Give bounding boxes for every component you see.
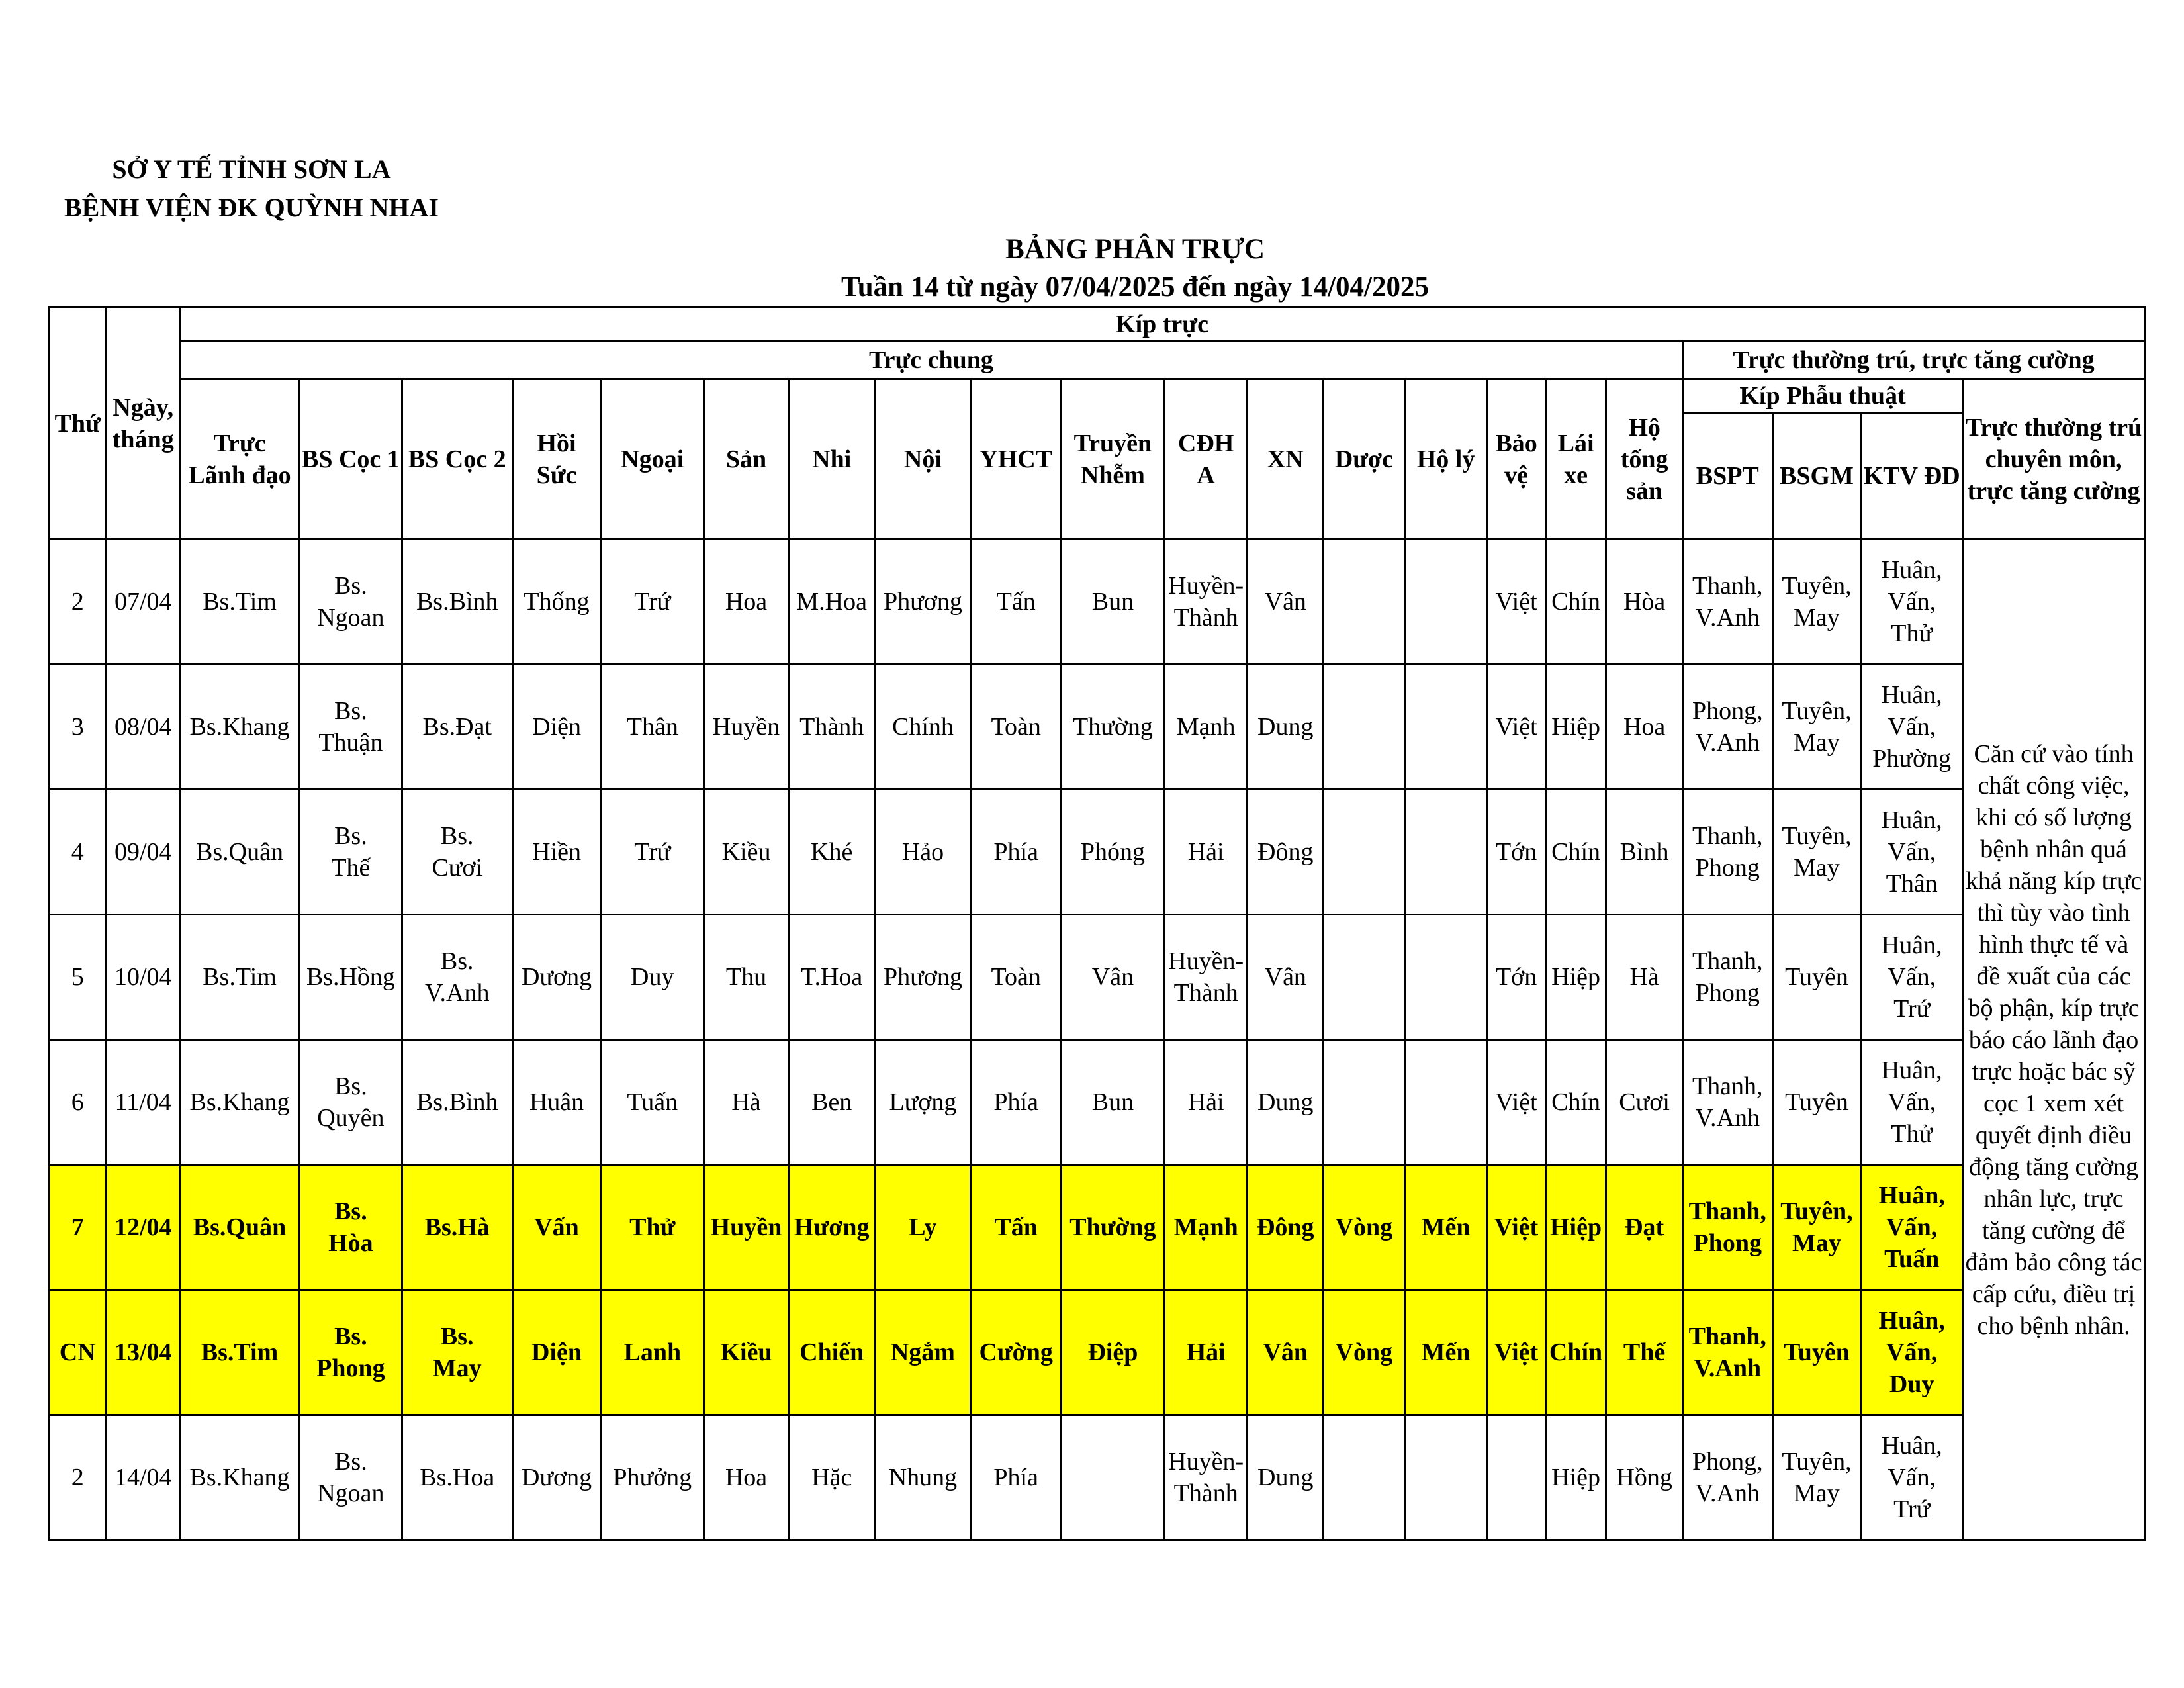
cell-duty: Tớn xyxy=(1487,915,1545,1040)
cell-duty: T.Hoa xyxy=(788,915,875,1040)
cell-duty: Thanh, V.Anh xyxy=(1682,1040,1772,1165)
cell-duty: Thu xyxy=(704,915,789,1040)
cell-duty: Tấn xyxy=(971,1165,1062,1290)
cell-duty: Hiệp xyxy=(1545,1415,1606,1540)
col-header-13: Hộ lý xyxy=(1404,379,1487,539)
cell-duty: Cươi xyxy=(1606,1040,1683,1165)
cell-duty: Dương xyxy=(512,1415,601,1540)
cell-duty xyxy=(1324,1040,1405,1165)
cell-duty xyxy=(1404,539,1487,665)
cell-date: 13/04 xyxy=(107,1290,180,1415)
table-row xyxy=(49,1165,2145,1290)
cell-duty: Trứ xyxy=(601,790,704,915)
cell-duty: Huyền- Thành xyxy=(1164,539,1248,665)
cell-duty: Tấn xyxy=(971,539,1062,665)
cell-duty: Việt xyxy=(1487,1165,1545,1290)
cell-duty: Bs.Quân xyxy=(180,1165,300,1290)
cell-thu: 2 xyxy=(49,1415,107,1540)
cell-duty: Huân, Vấn, Thân xyxy=(1861,790,1963,915)
cell-duty: Phương xyxy=(875,539,971,665)
cell-duty: Chín xyxy=(1545,1040,1606,1165)
cell-duty: Diện xyxy=(512,1290,601,1415)
table-row xyxy=(49,915,2145,1040)
cell-duty: Bình xyxy=(1606,790,1683,915)
cell-duty: Phưởng xyxy=(601,1415,704,1540)
cell-duty: Vân xyxy=(1248,539,1324,665)
cell-duty: Bs. Quyên xyxy=(299,1040,402,1165)
cell-duty: Bs. Phong xyxy=(299,1290,402,1415)
cell-duty: Huân, Vấn, Thử xyxy=(1861,539,1963,665)
cell-duty: Bs. Ngoan xyxy=(299,539,402,665)
cell-date: 10/04 xyxy=(107,915,180,1040)
cell-duty: Bs.Tim xyxy=(180,1290,300,1415)
cell-duty: Huyền xyxy=(704,665,789,790)
cell-duty: Bs. May xyxy=(402,1290,512,1415)
cell-duty: Ngắm xyxy=(875,1290,971,1415)
col-header-11: XN xyxy=(1248,379,1324,539)
col-header-10: CĐH A xyxy=(1164,379,1248,539)
cell-duty: Phương xyxy=(875,915,971,1040)
col-header-date: Ngày, tháng xyxy=(107,308,180,539)
cell-duty: Hải xyxy=(1164,790,1248,915)
table-row xyxy=(49,790,2145,915)
cell-duty xyxy=(1404,790,1487,915)
group-header-thuong-tru: Trực thường trú, trực tăng cường xyxy=(1682,342,2144,379)
org-line-2: BỆNH VIỆN ĐK QUỲNH NHAI xyxy=(64,193,439,222)
cell-duty xyxy=(1487,1415,1545,1540)
cell-duty: Thống xyxy=(512,539,601,665)
cell-duty xyxy=(1324,915,1405,1040)
cell-duty: Duy xyxy=(601,915,704,1040)
page-title: BẢNG PHÂN TRỰC xyxy=(1005,234,1265,265)
cell-duty: M.Hoa xyxy=(788,539,875,665)
cell-duty: Huyền- Thành xyxy=(1164,915,1248,1040)
cell-duty: Ly xyxy=(875,1165,971,1290)
cell-duty: Tuyên, May xyxy=(1772,1165,1861,1290)
cell-duty: Thanh, V.Anh xyxy=(1682,539,1772,665)
cell-duty: Mến xyxy=(1404,1165,1487,1290)
group-header-kip-truc: Kíp trực xyxy=(180,308,2145,342)
cell-duty: Việt xyxy=(1487,665,1545,790)
cell-duty: Huân, Vấn, Thử xyxy=(1861,1040,1963,1165)
cell-thu: 7 xyxy=(49,1165,107,1290)
table-row xyxy=(49,1290,2145,1415)
cell-duty: Thường xyxy=(1062,1165,1165,1290)
cell-duty: Bs.Hà xyxy=(402,1165,512,1290)
cell-duty: Tớn xyxy=(1487,790,1545,915)
cell-duty: Điệp xyxy=(1062,1290,1165,1415)
cell-duty: Phía xyxy=(971,1415,1062,1540)
cell-duty: Hoa xyxy=(704,539,789,665)
cell-date: 11/04 xyxy=(107,1040,180,1165)
table-row xyxy=(49,539,2145,665)
cell-duty: Huân, Vấn, Tuấn xyxy=(1861,1165,1963,1290)
cell-duty: Huyền- Thành xyxy=(1164,1415,1248,1540)
cell-duty: Hương xyxy=(788,1165,875,1290)
cell-duty: Hoa xyxy=(1606,665,1683,790)
cell-duty: Ben xyxy=(788,1040,875,1165)
cell-duty: Dung xyxy=(1248,1415,1324,1540)
cell-duty: Việt xyxy=(1487,1040,1545,1165)
col-header-6: Nhi xyxy=(788,379,875,539)
col-header-5: Sản xyxy=(704,379,789,539)
cell-duty: Thanh, V.Anh xyxy=(1682,1290,1772,1415)
cell-duty: Toàn xyxy=(971,665,1062,790)
cell-duty: Bs.Hồng xyxy=(299,915,402,1040)
note-cell: Căn cứ vào tính chất công việc, khi có số lượng bệnh nhân quá khả năng kíp trực thì tùy vào tình hình thực tế và đề xuất của các bộ phận, kíp trực báo cáo lãnh đạo trực hoặc bác sỹ cọc 1 xem xét quyết định điều động tăng cường nhân lực, trực tăng cường để đảm bảo công tác cấp cứu, điều trị cho bệnh nhân. xyxy=(1963,539,2145,1540)
cell-duty xyxy=(1324,790,1405,915)
cell-duty: Bs.Tim xyxy=(180,915,300,1040)
table-row xyxy=(49,665,2145,790)
col-header-3: Hồi Sức xyxy=(512,379,601,539)
cell-duty: Bs.Quân xyxy=(180,790,300,915)
cell-duty: Chính xyxy=(875,665,971,790)
cell-duty: Hảo xyxy=(875,790,971,915)
cell-duty: Tuyên, May xyxy=(1772,539,1861,665)
cell-duty: Phóng xyxy=(1062,790,1165,915)
cell-duty: Chín xyxy=(1545,790,1606,915)
cell-duty: Bs. Hòa xyxy=(299,1165,402,1290)
col-header-17: BSPT xyxy=(1682,413,1772,539)
cell-duty: Tuấn xyxy=(601,1040,704,1165)
cell-duty: Dung xyxy=(1248,1040,1324,1165)
cell-duty: Cường xyxy=(971,1290,1062,1415)
table-row xyxy=(49,1040,2145,1165)
cell-duty: Vân xyxy=(1062,915,1165,1040)
cell-duty: Hà xyxy=(704,1040,789,1165)
cell-duty: Bun xyxy=(1062,1040,1165,1165)
cell-duty: Tuyên, May xyxy=(1772,1415,1861,1540)
cell-duty: Bs. Thế xyxy=(299,790,402,915)
cell-duty: Mạnh xyxy=(1164,1165,1248,1290)
cell-duty: Kiều xyxy=(704,1290,789,1415)
cell-duty: Bun xyxy=(1062,539,1165,665)
cell-duty xyxy=(1404,1415,1487,1540)
col-header-7: Nội xyxy=(875,379,971,539)
cell-duty: Đạt xyxy=(1606,1165,1683,1290)
cell-duty xyxy=(1324,539,1405,665)
cell-duty: Hải xyxy=(1164,1290,1248,1415)
cell-duty: Tuyên xyxy=(1772,915,1861,1040)
cell-duty: Đông xyxy=(1248,790,1324,915)
cell-duty: Hồng xyxy=(1606,1415,1683,1540)
cell-duty: Huyền xyxy=(704,1165,789,1290)
cell-duty: Đông xyxy=(1248,1165,1324,1290)
cell-duty: Huân, Vấn, Trứ xyxy=(1861,915,1963,1040)
cell-duty: Trứ xyxy=(601,539,704,665)
cell-duty: Mến xyxy=(1404,1290,1487,1415)
cell-duty: Thanh, Phong xyxy=(1682,790,1772,915)
cell-duty xyxy=(1062,1415,1165,1540)
col-header-18: BSGM xyxy=(1772,413,1861,539)
cell-duty: Bs.Khang xyxy=(180,665,300,790)
cell-thu: 3 xyxy=(49,665,107,790)
cell-duty: Bs. Ngoan xyxy=(299,1415,402,1540)
cell-duty: Diện xyxy=(512,665,601,790)
cell-thu: 6 xyxy=(49,1040,107,1165)
cell-duty xyxy=(1404,665,1487,790)
cell-duty: Bs.Đạt xyxy=(402,665,512,790)
col-header-4: Ngoại xyxy=(601,379,704,539)
cell-duty xyxy=(1404,1040,1487,1165)
cell-duty: Huân, Vấn, Duy xyxy=(1861,1290,1963,1415)
col-header-19: KTV ĐD xyxy=(1861,413,1963,539)
cell-duty: Hải xyxy=(1164,1040,1248,1165)
cell-duty: Việt xyxy=(1487,539,1545,665)
cell-duty: Vân xyxy=(1248,1290,1324,1415)
col-header-note: Trực thường trú chuyên môn, trực tăng cường xyxy=(1963,379,2145,539)
cell-duty: Tuyên xyxy=(1772,1040,1861,1165)
cell-thu: CN xyxy=(49,1290,107,1415)
cell-duty: Huân, Vấn, Phường xyxy=(1861,665,1963,790)
page-subtitle: Tuần 14 từ ngày 07/04/2025 đến ngày 14/04/2025 xyxy=(841,271,1429,303)
cell-duty: Vấn xyxy=(512,1165,601,1290)
cell-duty: Tuyên xyxy=(1772,1290,1861,1415)
col-header-2: BS Cọc 2 xyxy=(402,379,512,539)
cell-duty: Hiệp xyxy=(1545,665,1606,790)
cell-duty: Bs. Cươi xyxy=(402,790,512,915)
cell-duty: Chín xyxy=(1545,539,1606,665)
cell-duty: Huân xyxy=(512,1040,601,1165)
cell-duty: Thế xyxy=(1606,1290,1683,1415)
cell-duty: Phía xyxy=(971,790,1062,915)
cell-duty: Vòng xyxy=(1324,1165,1405,1290)
cell-duty: Khé xyxy=(788,790,875,915)
col-header-8: YHCT xyxy=(971,379,1062,539)
cell-duty: Dương xyxy=(512,915,601,1040)
cell-date: 14/04 xyxy=(107,1415,180,1540)
cell-duty: Chiến xyxy=(788,1290,875,1415)
cell-duty: Vòng xyxy=(1324,1290,1405,1415)
cell-duty: Hiệp xyxy=(1545,915,1606,1040)
cell-duty: Thân xyxy=(601,665,704,790)
cell-duty: Thanh, Phong xyxy=(1682,915,1772,1040)
cell-duty: Hiền xyxy=(512,790,601,915)
cell-duty: Bs.Hoa xyxy=(402,1415,512,1540)
col-header-0: Trực Lãnh đạo xyxy=(180,379,300,539)
cell-duty: Lượng xyxy=(875,1040,971,1165)
cell-duty: Hòa xyxy=(1606,539,1683,665)
cell-date: 08/04 xyxy=(107,665,180,790)
cell-duty: Thanh, Phong xyxy=(1682,1165,1772,1290)
cell-duty: Hoa xyxy=(704,1415,789,1540)
cell-duty xyxy=(1404,915,1487,1040)
col-header-16: Hộ tống sản xyxy=(1606,379,1683,539)
cell-duty: Thường xyxy=(1062,665,1165,790)
col-header-12: Dược xyxy=(1324,379,1405,539)
cell-duty: Bs.Khang xyxy=(180,1415,300,1540)
cell-duty: Toàn xyxy=(971,915,1062,1040)
group-header-kip-phau-thuat: Kíp Phẫu thuật xyxy=(1682,379,1962,413)
group-header-truc-chung: Trực chung xyxy=(180,342,1683,379)
cell-duty: Bs.Bình xyxy=(402,539,512,665)
cell-duty: Huân, Vấn, Trứ xyxy=(1861,1415,1963,1540)
cell-duty: Hà xyxy=(1606,915,1683,1040)
cell-duty: Chín xyxy=(1545,1290,1606,1415)
cell-duty xyxy=(1324,1415,1405,1540)
cell-thu: 4 xyxy=(49,790,107,915)
cell-date: 12/04 xyxy=(107,1165,180,1290)
table-row xyxy=(49,1415,2145,1540)
cell-duty: Bs.Tim xyxy=(180,539,300,665)
cell-date: 07/04 xyxy=(107,539,180,665)
col-header-thu: Thứ xyxy=(49,308,107,539)
cell-duty: Bs.Bình xyxy=(402,1040,512,1165)
cell-thu: 5 xyxy=(49,915,107,1040)
cell-duty: Bs. Thuận xyxy=(299,665,402,790)
cell-duty: Phong, V.Anh xyxy=(1682,1415,1772,1540)
cell-duty: Kiều xyxy=(704,790,789,915)
cell-duty: Dung xyxy=(1248,665,1324,790)
cell-duty: Phía xyxy=(971,1040,1062,1165)
cell-duty: Tuyên, May xyxy=(1772,665,1861,790)
cell-duty: Thử xyxy=(601,1165,704,1290)
cell-duty: Bs. V.Anh xyxy=(402,915,512,1040)
cell-duty: Phong, V.Anh xyxy=(1682,665,1772,790)
cell-duty: Hặc xyxy=(788,1415,875,1540)
org-line-1: SỞ Y TẾ TỈNH SƠN LA xyxy=(112,154,391,184)
cell-duty: Vân xyxy=(1248,915,1324,1040)
cell-duty: Hiệp xyxy=(1545,1165,1606,1290)
duty-roster-table xyxy=(48,306,2146,1541)
col-header-1: BS Cọc 1 xyxy=(299,379,402,539)
cell-date: 09/04 xyxy=(107,790,180,915)
cell-thu: 2 xyxy=(49,539,107,665)
col-header-15: Lái xe xyxy=(1545,379,1606,539)
col-header-9: Truyền Nhễm xyxy=(1062,379,1165,539)
cell-duty: Thành xyxy=(788,665,875,790)
cell-duty: Bs.Khang xyxy=(180,1040,300,1165)
cell-duty: Lanh xyxy=(601,1290,704,1415)
cell-duty: Mạnh xyxy=(1164,665,1248,790)
col-header-14: Bảo vệ xyxy=(1487,379,1545,539)
cell-duty: Việt xyxy=(1487,1290,1545,1415)
cell-duty xyxy=(1324,665,1405,790)
cell-duty: Nhung xyxy=(875,1415,971,1540)
cell-duty: Tuyên, May xyxy=(1772,790,1861,915)
